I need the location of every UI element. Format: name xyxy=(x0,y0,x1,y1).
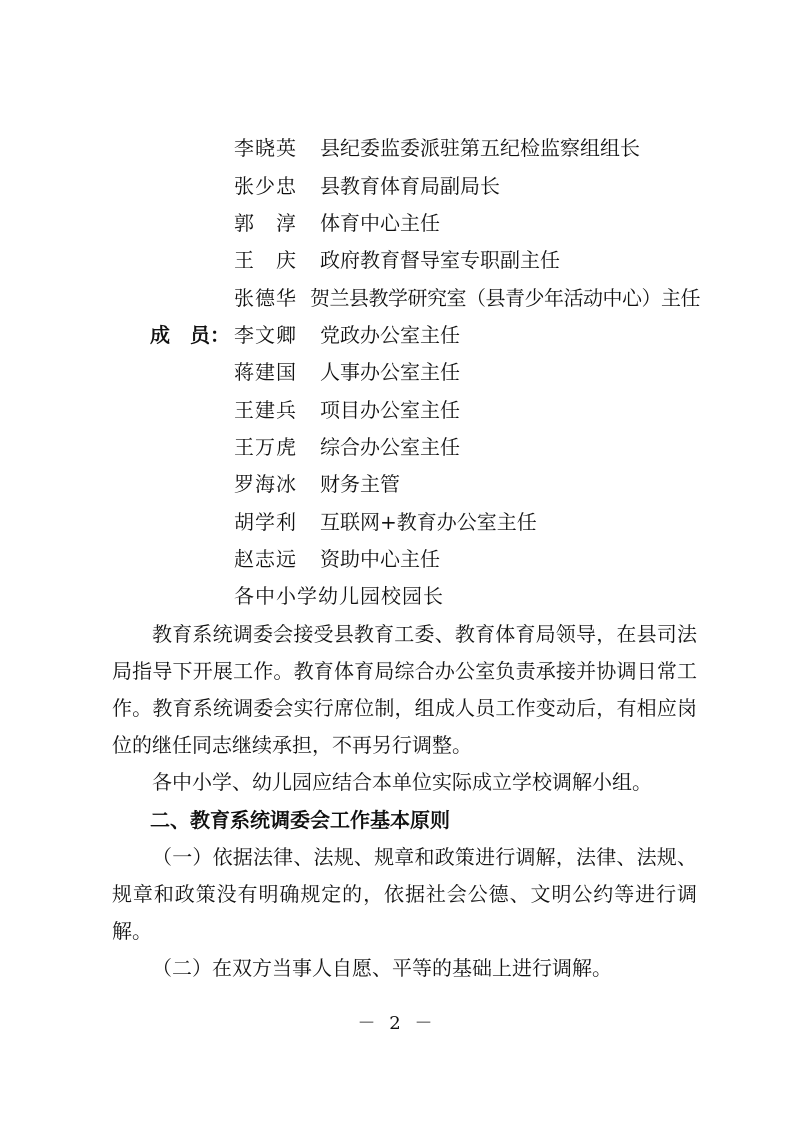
member-name: 李文卿 xyxy=(234,323,297,347)
leader-row xyxy=(234,172,694,200)
member-row xyxy=(234,396,694,424)
leader-title: 政府教育督导室专职副主任 xyxy=(320,248,560,272)
member-name: 王建兵 xyxy=(234,398,297,422)
leader-name: 李晓英 xyxy=(234,136,297,160)
member-title: 项目办公室主任 xyxy=(320,398,460,422)
leader-title: 县教育体育局副局长 xyxy=(320,174,500,198)
leader-name: 张德华 xyxy=(234,286,297,310)
member-name: 胡学利 xyxy=(234,510,297,534)
member-title: 党政办公室主任 xyxy=(320,323,460,347)
member-name: 赵志远 xyxy=(234,547,297,571)
body-paragraph: 教育系统调委会接受县教育工委、教育体育局领导，在县司法局指导下开展工作。教育体育局综合办公室负责承接并协调日常工作。教育系统调委会实行席位制，组成人员工作变动后，有相应岗位的继任同志继续承担，不再另行调整。 xyxy=(112,622,697,757)
page-number: － 2 － xyxy=(357,1013,437,1034)
principle-paragraph: （一）依据法律、法规、规章和政策进行调解，法律、法规、规章和政策没有明确规定的，依据社会公德、文明公约等进行调解。 xyxy=(112,845,697,943)
member-row xyxy=(234,508,694,536)
member-row xyxy=(234,470,694,498)
member-row xyxy=(234,433,694,461)
principle-paragraph: （二）在双方当事人自愿、平等的基础上进行调解。 xyxy=(152,956,612,980)
members-label: 成 员： xyxy=(150,323,230,347)
leader-title: 县纪委监委派驻第五纪检监察组组长 xyxy=(320,136,640,160)
member-row xyxy=(234,358,694,386)
section-heading: 二、教育系统调委会工作基本原则 xyxy=(150,808,450,832)
member-title: 资助中心主任 xyxy=(320,547,440,571)
leader-row xyxy=(234,246,694,274)
leader-name: 郭 淳 xyxy=(234,211,297,235)
leader-row xyxy=(234,284,700,312)
leader-title: 体育中心主任 xyxy=(320,211,440,235)
member-row xyxy=(234,582,694,610)
member-name: 蒋建国 xyxy=(234,360,297,384)
member-row xyxy=(234,545,694,573)
leader-name: 张少忠 xyxy=(234,174,297,198)
member-name: 罗海冰 xyxy=(234,472,297,496)
member-title: 人事办公室主任 xyxy=(320,360,460,384)
member-title: 互联网+教育办公室主任 xyxy=(320,510,537,534)
leader-row xyxy=(234,134,694,162)
member-name: 王万虎 xyxy=(234,435,297,459)
member-title: 财务主管 xyxy=(320,472,400,496)
member-row xyxy=(234,321,694,349)
leader-title: 贺兰县教学研究室（县青少年活动中心）主任 xyxy=(310,286,700,310)
member-title: 综合办公室主任 xyxy=(320,435,460,459)
body-paragraph: 各中小学、幼儿园应结合本单位实际成立学校调解小组。 xyxy=(152,770,652,794)
leader-name: 王 庆 xyxy=(234,248,297,272)
leader-row xyxy=(234,209,694,237)
member-name: 各中小学幼儿园校园长 xyxy=(234,584,444,608)
